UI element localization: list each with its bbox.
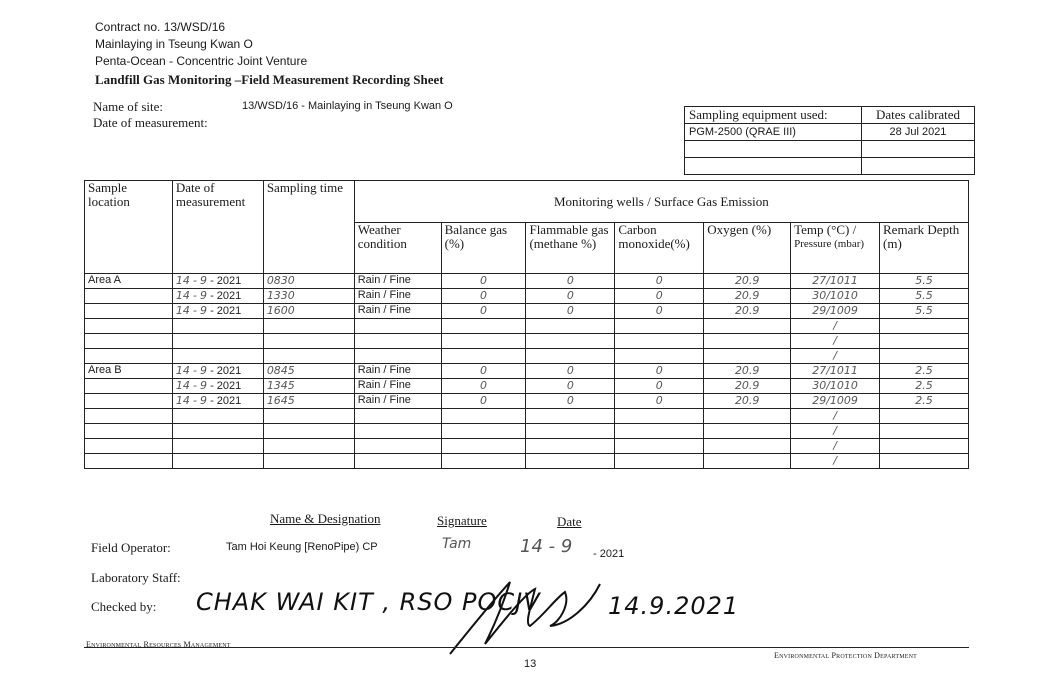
field-operator-date-hand: 14 - 9	[520, 536, 573, 557]
field-operator-label: Field Operator:	[91, 540, 171, 555]
table-cell	[526, 334, 615, 349]
field-operator-date-year: - 2021	[593, 548, 625, 560]
header-carbon-monoxide: Carbon monoxide(%)	[615, 223, 704, 274]
table-cell	[85, 439, 173, 454]
table-cell	[354, 349, 441, 364]
date-day: 14	[175, 289, 190, 302]
carbon-monoxide-value: 0	[615, 289, 704, 304]
sampling-time-value: 1345	[263, 379, 354, 394]
table-row	[85, 274, 969, 289]
carbon-monoxide-value: 0	[615, 364, 704, 379]
table-cell	[263, 454, 354, 469]
temp-pressure-value: 27/1011	[791, 274, 880, 289]
table-cell	[263, 424, 354, 439]
calibration-header: Dates calibrated	[862, 107, 975, 124]
table-cell	[615, 439, 704, 454]
col-name-designation: Name & Designation	[270, 511, 381, 526]
depth-value: 2.5	[880, 394, 969, 409]
equipment-blank-cell	[862, 141, 975, 158]
table-cell	[526, 409, 615, 424]
footer-left: Environmental Resources Management	[86, 640, 231, 649]
empty-slash: /	[791, 454, 880, 469]
sampling-time-value: 0845	[263, 364, 354, 379]
flammable-gas-value: 0	[526, 364, 615, 379]
table-cell	[880, 439, 969, 454]
header-weather: Weather condition	[354, 223, 441, 274]
balance-gas-value: 0	[441, 379, 526, 394]
table-cell	[354, 319, 441, 334]
weather-value: Rain / Fine	[354, 274, 441, 289]
table-row	[85, 439, 969, 454]
table-cell	[880, 334, 969, 349]
table-cell: 14 - 9 - 2021	[172, 394, 263, 409]
oxygen-value: 20.9	[704, 379, 791, 394]
field-operator-signature: Tam	[442, 536, 472, 552]
date-year: - 2021	[210, 365, 242, 377]
temp-pressure-value: 29/1009	[791, 304, 880, 319]
table-cell	[441, 454, 526, 469]
field-operator-name: Tam Hoi Keung [RenoPipe) CP	[226, 541, 378, 553]
table-cell: 14 - 9 - 2021	[172, 274, 263, 289]
header-temp: Temp (°C) /	[794, 222, 857, 238]
area-label: Area A	[85, 274, 173, 289]
date-year: - 2021	[210, 395, 242, 407]
header-monitoring-group: Monitoring wells / Surface Gas Emission	[354, 181, 968, 223]
table-row	[85, 394, 969, 409]
equipment-header: Sampling equipment used:	[685, 107, 862, 124]
table-cell	[441, 424, 526, 439]
header-oxygen: Oxygen (%)	[704, 223, 791, 274]
equipment-table	[684, 106, 975, 175]
table-cell	[85, 289, 173, 304]
table-cell	[172, 349, 263, 364]
checked-by-date-hand: 14.9.2021	[608, 592, 740, 620]
temp-pressure-value: 27/1011	[791, 364, 880, 379]
table-cell	[615, 349, 704, 364]
date-month: 9	[200, 364, 207, 377]
table-cell	[615, 334, 704, 349]
flammable-gas-value: 0	[526, 394, 615, 409]
header-balance-gas: Balance gas (%)	[441, 223, 526, 274]
temp-pressure-value: 29/1009	[791, 394, 880, 409]
footer-right: Environmental Protection Department	[774, 651, 918, 660]
header-sample-location: Sample location	[85, 181, 173, 274]
table-cell	[441, 439, 526, 454]
table-cell	[85, 379, 173, 394]
depth-value: 5.5	[880, 304, 969, 319]
table-cell	[441, 334, 526, 349]
table-cell	[615, 409, 704, 424]
balance-gas-value: 0	[441, 394, 526, 409]
carbon-monoxide-value: 0	[615, 394, 704, 409]
site-name-value: 13/WSD/16 - Mainlaying in Tseung Kwan O	[242, 100, 453, 112]
table-cell	[263, 349, 354, 364]
equipment-blank-cell	[862, 158, 975, 175]
table-cell	[85, 334, 173, 349]
table-cell: 14 - 9 - 2021	[172, 364, 263, 379]
table-row	[85, 454, 969, 469]
sampling-time-value: 1600	[263, 304, 354, 319]
date-month: 9	[200, 274, 207, 287]
table-cell	[354, 454, 441, 469]
lab-staff-label: Laboratory Staff:	[91, 570, 181, 585]
table-cell	[172, 454, 263, 469]
table-cell	[704, 409, 791, 424]
table-cell	[172, 334, 263, 349]
table-cell	[85, 394, 173, 409]
table-row	[85, 319, 969, 334]
table-cell	[704, 349, 791, 364]
date-month: 9	[200, 304, 207, 317]
oxygen-value: 20.9	[704, 274, 791, 289]
carbon-monoxide-value: 0	[615, 304, 704, 319]
table-cell	[704, 454, 791, 469]
depth-value: 5.5	[880, 289, 969, 304]
sampling-time-value: 1645	[263, 394, 354, 409]
table-cell	[526, 439, 615, 454]
table-cell	[263, 409, 354, 424]
table-row	[85, 289, 969, 304]
weather-value: Rain / Fine	[354, 364, 441, 379]
oxygen-value: 20.9	[704, 364, 791, 379]
table-cell	[704, 319, 791, 334]
date-day: 14	[175, 364, 190, 377]
table-cell	[441, 319, 526, 334]
table-cell	[85, 304, 173, 319]
sheet-title: Landfill Gas Monitoring –Field Measurement Recording Sheet	[95, 72, 444, 87]
table-cell	[880, 454, 969, 469]
table-cell	[85, 454, 173, 469]
sampling-time-value: 0830	[263, 274, 354, 289]
sampling-time-value: 1330	[263, 289, 354, 304]
depth-value: 2.5	[880, 379, 969, 394]
table-cell: 14 - 9 - 2021	[172, 379, 263, 394]
table-cell	[615, 424, 704, 439]
depth-value: 2.5	[880, 364, 969, 379]
flammable-gas-value: 0	[526, 289, 615, 304]
table-cell	[526, 424, 615, 439]
table-cell	[615, 454, 704, 469]
carbon-monoxide-value: 0	[615, 274, 704, 289]
balance-gas-value: 0	[441, 304, 526, 319]
table-row	[85, 334, 969, 349]
date-year: - 2021	[210, 275, 242, 287]
table-cell	[354, 409, 441, 424]
balance-gas-value: 0	[441, 289, 526, 304]
table-cell	[526, 349, 615, 364]
header-sampling-time: Sampling time	[263, 181, 354, 274]
date-day: 14	[175, 304, 190, 317]
measurement-date-label: Date of measurement:	[93, 115, 208, 130]
project-name: Mainlaying in Tseung Kwan O	[95, 37, 253, 51]
table-cell	[615, 319, 704, 334]
table-cell	[704, 334, 791, 349]
table-row	[85, 424, 969, 439]
header-pressure: Pressure (mbar)	[794, 238, 865, 251]
table-cell	[704, 439, 791, 454]
table-cell	[880, 319, 969, 334]
oxygen-value: 20.9	[704, 304, 791, 319]
header-flammable-gas: Flammable gas (methane %)	[526, 223, 615, 274]
date-day: 14	[175, 394, 190, 407]
table-cell	[354, 439, 441, 454]
flammable-gas-value: 0	[526, 379, 615, 394]
weather-value: Rain / Fine	[354, 304, 441, 319]
table-row	[85, 409, 969, 424]
empty-slash: /	[791, 409, 880, 424]
balance-gas-value: 0	[441, 364, 526, 379]
header-temp-pressure	[791, 223, 880, 274]
table-cell: 14 - 9 - 2021	[172, 289, 263, 304]
empty-slash: /	[791, 424, 880, 439]
table-cell	[263, 439, 354, 454]
date-day: 14	[175, 379, 190, 392]
equipment-name: PGM-2500 (QRAE III)	[685, 124, 862, 141]
oxygen-value: 20.9	[704, 394, 791, 409]
checked-by-label: Checked by:	[91, 599, 157, 614]
date-month: 9	[200, 289, 207, 302]
weather-value: Rain / Fine	[354, 394, 441, 409]
table-cell	[85, 319, 173, 334]
table-cell	[880, 409, 969, 424]
table-cell	[880, 349, 969, 364]
monitoring-table	[84, 180, 969, 469]
table-cell	[85, 424, 173, 439]
flammable-gas-value: 0	[526, 304, 615, 319]
table-cell	[526, 454, 615, 469]
table-cell	[704, 424, 791, 439]
depth-value: 5.5	[880, 274, 969, 289]
table-cell	[526, 319, 615, 334]
table-cell	[172, 424, 263, 439]
table-cell	[354, 334, 441, 349]
empty-slash: /	[791, 439, 880, 454]
table-row	[85, 349, 969, 364]
date-year: - 2021	[210, 305, 242, 317]
checked-by-name-hand: CHAK WAI KIT , RSO POCJV	[196, 588, 541, 616]
site-name-label: Name of site:	[93, 99, 164, 114]
date-year: - 2021	[210, 290, 242, 302]
table-row	[85, 379, 969, 394]
table-cell	[263, 319, 354, 334]
table-cell	[172, 319, 263, 334]
table-cell	[441, 349, 526, 364]
table-cell	[354, 424, 441, 439]
flammable-gas-value: 0	[526, 274, 615, 289]
weather-value: Rain / Fine	[354, 289, 441, 304]
col-signature: Signature	[437, 513, 487, 528]
carbon-monoxide-value: 0	[615, 379, 704, 394]
date-month: 9	[200, 379, 207, 392]
table-cell	[880, 424, 969, 439]
table-cell	[441, 409, 526, 424]
equipment-blank-row	[685, 141, 862, 158]
empty-slash: /	[791, 334, 880, 349]
table-cell	[172, 409, 263, 424]
contract-number: Contract no. 13/WSD/16	[95, 20, 226, 34]
contractor-name: Penta-Ocean - Concentric Joint Venture	[95, 54, 308, 68]
table-row	[85, 364, 969, 379]
balance-gas-value: 0	[441, 274, 526, 289]
table-cell	[172, 439, 263, 454]
checked-by-signature-scribble	[430, 574, 610, 664]
date-year: - 2021	[210, 380, 242, 392]
calibration-date: 28 Jul 2021	[862, 124, 975, 141]
empty-slash: /	[791, 319, 880, 334]
temp-pressure-value: 30/1010	[791, 379, 880, 394]
oxygen-value: 20.9	[704, 289, 791, 304]
area-label: Area B	[85, 364, 173, 379]
col-date: Date	[557, 514, 582, 529]
table-cell	[85, 349, 173, 364]
table-cell	[263, 334, 354, 349]
page-number: 13	[524, 658, 537, 670]
header-date-of-measurement: Date of measurement	[172, 181, 263, 274]
header-remark-depth: Remark Depth (m)	[880, 223, 969, 274]
temp-pressure-value: 30/1010	[791, 289, 880, 304]
table-cell	[85, 409, 173, 424]
empty-slash: /	[791, 349, 880, 364]
date-month: 9	[200, 394, 207, 407]
table-row	[85, 304, 969, 319]
table-cell: 14 - 9 - 2021	[172, 304, 263, 319]
equipment-blank-row	[685, 158, 862, 175]
date-day: 14	[175, 274, 190, 287]
weather-value: Rain / Fine	[354, 379, 441, 394]
